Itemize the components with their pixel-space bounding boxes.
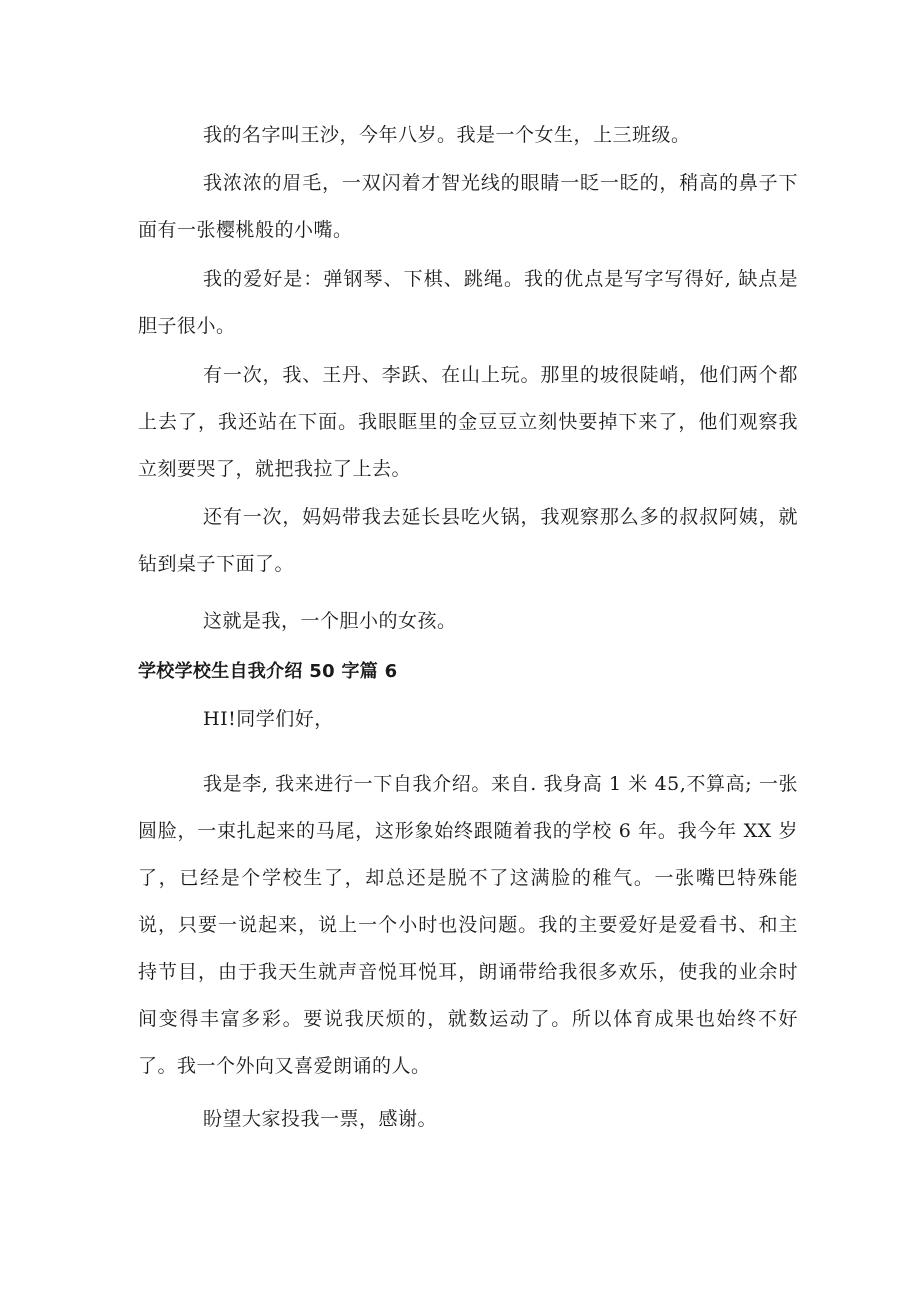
paragraph-appearance: 我浓浓的眉毛，一双闪着才智光线的眼睛一眨一眨的，稍高的鼻子下面有一张樱桃般的小嘴。: [138, 172, 798, 241]
paragraph-self-introduction: 我是李, 我来进行一下自我介绍。来自. 我身高 1 米 45,不算高; 一张圆脸，一束扎起来的马尾，这形象始终跟随着我的学校 6 年。我今年 XX 岁了，已经是个学校生了，却总还是脱不了这满脸的稚气。一张嘴巴特殊能说，只要一说起来，说上一个小时也没问题。我的主要爱好是爱看书、和主持节目，由于我天生就声音悦耳悦耳，朗诵带给我很多欢乐，使我的业余时间变得丰富多彩。要说我厌烦的，就数运动了。所以体育成果也始终不好了。我一个外向又喜爱朗诵的人。: [138, 773, 798, 1077]
paragraph-name-age: 我的名字叫王沙，今年八岁。我是一个女生，上三班级。: [203, 124, 691, 146]
paragraph-hotpot-story: 还有一次，妈妈带我去延长县吃火锅，我观察那么多的叔叔阿姨，就钻到桌子下面了。: [138, 506, 798, 575]
paragraph-mountain-story: 有一次，我、王丹、李跃、在山上玩。那里的坡很陡峭，他们两个都上去了，我还站在下面。我眼眶里的金豆豆立刻快要掉下来了，他们观察我立刻要哭了，就把我拉了上去。: [138, 364, 798, 480]
paragraph-hobbies: 我的爱好是：弹钢琴、下棋、跳绳。我的优点是写字写得好, 缺点是胆子很小。: [138, 268, 798, 337]
section-heading: 学校学校生自我介绍 50 字篇 6: [138, 661, 398, 682]
paragraph-closing: 盼望大家投我一票，感谢。: [203, 1108, 438, 1130]
paragraph-greeting: HI!同学们好，: [203, 708, 334, 730]
paragraph-conclusion: 这就是我，一个胆小的女孩。: [203, 610, 457, 632]
